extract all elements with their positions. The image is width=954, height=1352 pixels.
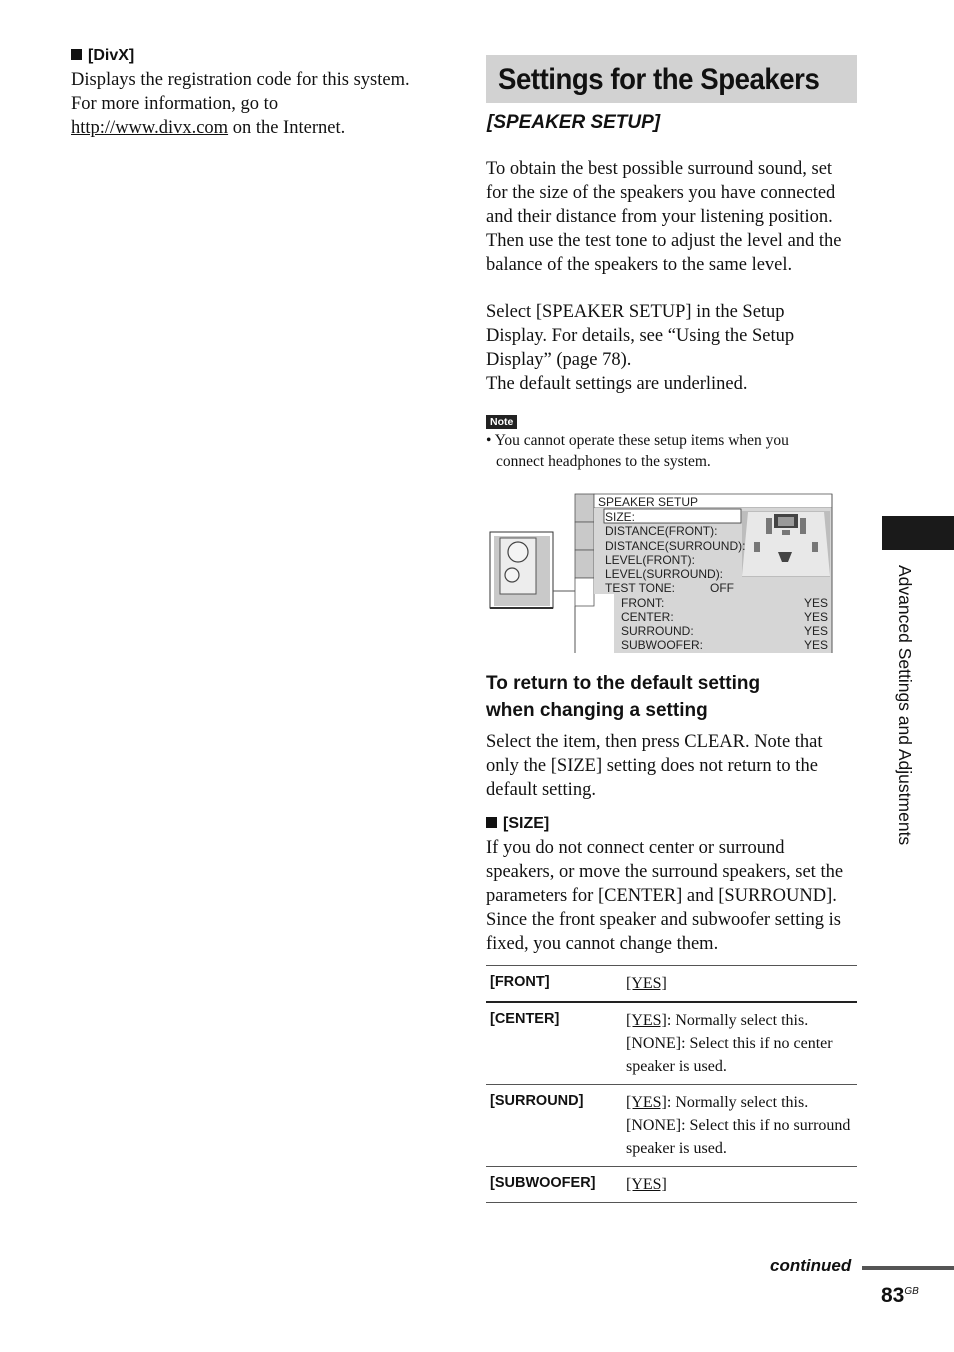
- table-row: [486, 966, 857, 1003]
- osd-sub-value: YES: [804, 596, 829, 610]
- note-badge-wrap: [486, 412, 517, 430]
- size-line: fixed, you cannot change them.: [486, 934, 719, 954]
- size-body: [486, 836, 866, 956]
- return-line: Select the item, then press CLEAR. Note that: [486, 732, 823, 752]
- continued-label: continued: [770, 1256, 852, 1275]
- intro-line: for the size of the speakers you have connected: [486, 183, 836, 203]
- note-text: [486, 430, 789, 472]
- default-option: [YES]: [626, 1012, 667, 1029]
- osd-item-size[interactable]: SIZE:: [605, 510, 636, 524]
- return-line: default setting.: [486, 780, 596, 800]
- size-table: [486, 965, 857, 1203]
- osd-item-test-tone[interactable]: TEST TONE:: [605, 581, 676, 595]
- note-badge: Note: [486, 415, 517, 429]
- osd-sub-value: YES: [804, 624, 829, 638]
- osd-sub-value: YES: [804, 610, 829, 624]
- osd-item-distance-front[interactable]: DISTANCE(FRONT):: [605, 524, 718, 538]
- option-desc: [NONE]: Select this if no surround speaker is used.: [626, 1117, 851, 1157]
- intro-line: To obtain the best possible surround sound, set: [486, 159, 833, 179]
- section-subtitle: [SPEAKER SETUP]: [487, 112, 661, 133]
- table-row: [486, 1085, 857, 1167]
- page-number: [881, 1284, 919, 1308]
- return-body: [486, 730, 866, 802]
- intro-line: Then use the test tone to adjust the level and the: [486, 231, 842, 251]
- divx-heading-text: [DivX]: [88, 47, 135, 64]
- osd-sub-label[interactable]: CENTER:: [621, 610, 674, 624]
- divx-link-line: [71, 116, 451, 140]
- return-heading: [486, 670, 760, 724]
- osd-header: SPEAKER SETUP: [598, 495, 699, 509]
- table-key: [SUBWOOFER]: [490, 1175, 596, 1191]
- default-option: [YES]: [626, 1176, 667, 1193]
- table-value: [622, 1085, 857, 1167]
- size-line: speakers, or move the surround speakers, set the: [486, 862, 844, 882]
- intro-line: balance of the speakers to the same level.: [486, 255, 793, 275]
- size-line: parameters for [CENTER] and [SURROUND].: [486, 886, 837, 906]
- select-line: Select [SPEAKER SETUP] in the Setup: [486, 302, 785, 322]
- setup-display-illustration: [486, 490, 836, 655]
- continued-rule: [862, 1266, 954, 1270]
- table-key: [SURROUND]: [490, 1093, 584, 1109]
- divx-line: For more information, go to: [71, 94, 279, 114]
- option-desc: : Normally select this.: [666, 1012, 809, 1029]
- size-table-wrap: [486, 965, 857, 1203]
- table-key: [FRONT]: [490, 974, 550, 990]
- intro-paragraph: [486, 157, 866, 277]
- chapter-side-label: Advanced Settings and Adjustments: [895, 565, 915, 846]
- option-desc: [NONE]: Select this if no center speaker is used.: [626, 1035, 833, 1075]
- section-title-bar: [486, 55, 857, 103]
- page-title: Settings for the Speakers: [498, 63, 820, 96]
- osd-item-distance-surround[interactable]: DISTANCE(SURROUND):: [605, 539, 746, 553]
- table-row: [486, 1002, 857, 1085]
- size-heading: [486, 815, 549, 833]
- divx-link[interactable]: http://www.divx.com: [71, 118, 229, 138]
- divx-description: [71, 68, 451, 140]
- return-heading-line: when changing a setting: [486, 700, 708, 721]
- divx-line: on the Internet.: [228, 118, 346, 138]
- default-option: [YES]: [626, 975, 667, 992]
- option-desc: : Normally select this.: [666, 1094, 809, 1111]
- osd-sub-label[interactable]: SURROUND:: [621, 624, 694, 638]
- divx-line: Displays the registration code for this system.: [71, 70, 410, 90]
- size-line: If you do not connect center or surround: [486, 838, 785, 858]
- divx-heading: [71, 47, 134, 65]
- note-line: connect headphones to the system.: [496, 453, 711, 470]
- osd-text-layer: [486, 490, 836, 655]
- osd-sub-value: YES: [804, 638, 829, 652]
- return-heading-line: To return to the default setting: [486, 673, 761, 694]
- osd-item-level-surround[interactable]: LEVEL(SURROUND):: [605, 567, 724, 581]
- select-paragraph: [486, 300, 866, 396]
- select-line: The default settings are underlined.: [486, 374, 748, 394]
- page-number-suffix: GB: [904, 1286, 919, 1297]
- return-line: only the [SIZE] setting does not return to the: [486, 756, 818, 776]
- square-bullet-icon: [486, 817, 497, 828]
- default-option: [YES]: [626, 1094, 667, 1111]
- table-value: [622, 966, 857, 1003]
- size-line: Since the front speaker and subwoofer setting is: [486, 910, 842, 930]
- table-row: [486, 1167, 857, 1203]
- select-line: Display. For details, see “Using the Setup: [486, 326, 795, 346]
- page-number-value: 83: [881, 1284, 905, 1307]
- table-value: [622, 1167, 857, 1203]
- table-key: [CENTER]: [490, 1011, 560, 1027]
- size-heading-text: [SIZE]: [503, 815, 550, 832]
- note-line: • You cannot operate these setup items when you: [486, 432, 789, 449]
- chapter-side-tab: [882, 516, 954, 550]
- table-value: [622, 1002, 857, 1085]
- osd-test-tone-value: OFF: [710, 581, 734, 595]
- intro-line: and their distance from your listening position.: [486, 207, 833, 227]
- square-bullet-icon: [71, 49, 82, 60]
- osd-sub-label[interactable]: SUBWOOFER:: [621, 638, 704, 652]
- osd-sub-label[interactable]: FRONT:: [621, 596, 665, 610]
- select-line: Display” (page 78).: [486, 350, 632, 370]
- osd-item-level-front[interactable]: LEVEL(FRONT):: [605, 553, 696, 567]
